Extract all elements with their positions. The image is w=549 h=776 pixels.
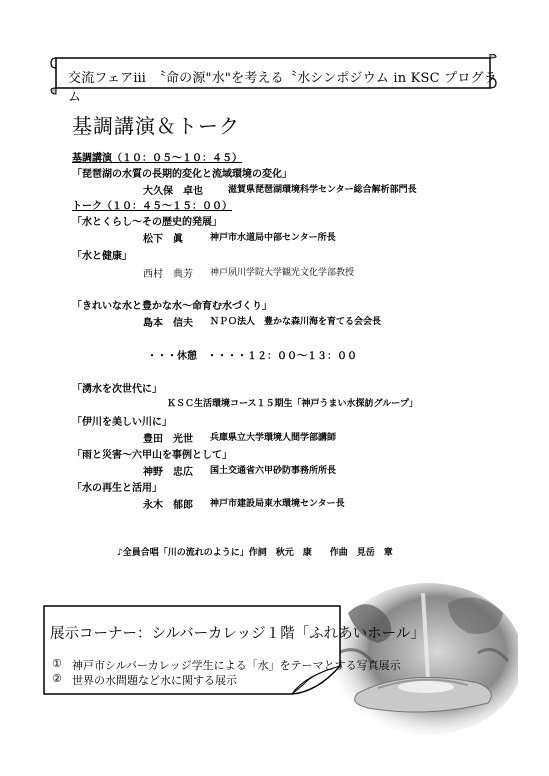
keynote-speaker: 大久保 卓也 — [143, 186, 203, 197]
banner-title: 交流フェアⅲ 〝命の源"水"を考える〝水シンポジウム in KSC プログラム — [68, 71, 497, 105]
exhibit-item-number: ② — [52, 672, 62, 685]
break-time: ・・・休憩 ・・・・１２：００〜１３：００ — [147, 351, 357, 362]
talk-topic: 「湧水を次世代に」 — [72, 384, 162, 395]
exhibit-item-number: ① — [52, 657, 62, 670]
talk-affiliation: 国土交通省六甲砂防事務所所長 — [210, 466, 337, 476]
keynote-affiliation: 滋賀県琵琶湖環境科学センター総合解析部門長 — [228, 185, 417, 195]
talk-speaker: 神野 忠広 — [143, 467, 193, 478]
talk-speaker: 松下 眞 — [143, 234, 183, 245]
talk-speaker: 永木 郁郎 — [143, 500, 193, 511]
exhibit-title: 展示コーナー：シルバーカレッジ１階「ふれあいホール」 — [50, 626, 425, 642]
talk-topic: 「伊川を美しい川に」 — [72, 417, 172, 428]
talk-affiliation: 神戸市水道局中部センター所長 — [210, 233, 336, 243]
talk-speaker: 豊田 光世 — [143, 434, 193, 445]
talk-affiliation: 神戸市建設局東水環境センター長 — [210, 499, 345, 509]
talk-speaker: ＫＳＣ生活環境コース１５期生「神戸うまい水探訪グループ」 — [167, 399, 418, 409]
talk-topic: 「水とくらし〜その歴史的発展」 — [72, 217, 222, 228]
talk-affiliation: 神戸夙川学院大学観光文化学部教授 — [210, 268, 355, 278]
talk-affiliation: 兵庫県立大学環境人間学部講師 — [210, 433, 337, 443]
talk-topic: 「水の再生と活用」 — [72, 483, 162, 494]
exhibit-item-text: 神戸市シルバーカレッジ学生による「水」をテーマとする写真展示 — [72, 659, 401, 672]
keynote-label: 基調講演（１０：０５〜１０：４５） — [72, 153, 242, 164]
talk-topic: 「水と健康」 — [72, 251, 132, 262]
talk-speaker: 西村 典芳 — [143, 269, 193, 280]
talk-topic: 「きれいな水と豊かな水〜命育む水づくり」 — [72, 301, 272, 312]
keynote-topic: 「琵琶湖の水質の長期的変化と流域環境の変化」 — [72, 169, 292, 180]
page-heading: 基調講演＆トーク — [72, 114, 240, 138]
chorus-line: ♪全員合唱「川の流れのように」作詞 秋元 康 作曲 見岳 章 — [117, 548, 393, 558]
talk-affiliation: ＮＰＯ法人 豊かな森川海を育てる会会長 — [210, 317, 382, 327]
exhibit-item-text: 世界の水問題など水に関する展示 — [72, 674, 237, 687]
title-banner — [50, 54, 498, 105]
talk-label: トーク（１０：４５〜１５：００） — [72, 201, 232, 212]
talk-topic: 「雨と災害〜六甲山を事例として」 — [72, 450, 232, 461]
talk-speaker: 島本 信夫 — [143, 318, 193, 329]
